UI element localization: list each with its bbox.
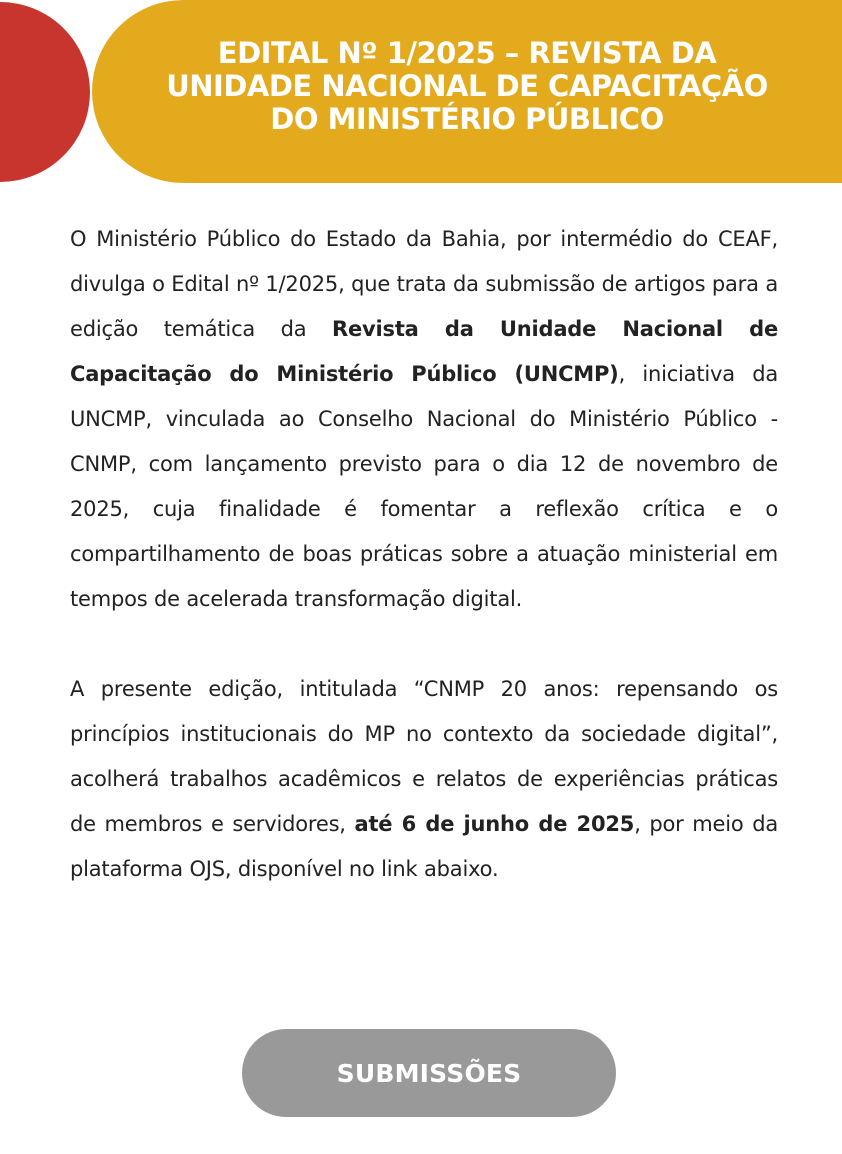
decorative-red-circle xyxy=(0,2,90,182)
deadline-bold: até 6 de junho de 2025 xyxy=(354,812,635,836)
paragraph-intro-text-2: , iniciativa da UNCMP, vinculada ao Conselho Nacional do Ministério Público - CNMP, com lançamento previsto para o dia 12 de novembro de 2025, cuja finalidade é fomentar a reflexão crítica e o compartilhamento de boas práticas sobre a atuação ministerial em tempos de acelerada transformação digital. xyxy=(70,362,778,611)
title-line-3: DO MINISTÉRIO PÚBLICO xyxy=(270,102,664,136)
paragraph-intro xyxy=(70,217,778,622)
paragraph-intro-text-1: O Ministério Público do Estado da Bahia, por intermédio do CEAF, divulga o Edital nº 1/2025, que trata da submissão de artigos para a edição temática da xyxy=(70,227,778,341)
page-title xyxy=(92,37,842,136)
title-line-1: EDITAL Nº 1/2025 – REVISTA DA xyxy=(217,36,717,70)
paragraph-edition-text-2: , por meio da plataforma OJS, disponível no link abaixo. xyxy=(70,812,778,881)
title-line-2: UNIDADE NACIONAL DE CAPACITAÇÃO xyxy=(166,69,768,103)
notice-body xyxy=(70,217,778,937)
journal-name-bold: Revista da Unidade Nacional de Capacitação do Ministério Público (UNCMP) xyxy=(70,317,778,386)
paragraph-edition-text-1: A presente edição, intitulada “CNMP 20 anos: repensando os princípios institucionais do MP no contexto da sociedade digital”, acolherá trabalhos acadêmicos e relatos de experiências práticas de membros e servidores, xyxy=(70,677,778,836)
paragraph-edition xyxy=(70,667,778,892)
submissions-button[interactable] xyxy=(242,1029,616,1117)
submissions-button-label: SUBMISSÕES xyxy=(336,1058,522,1088)
